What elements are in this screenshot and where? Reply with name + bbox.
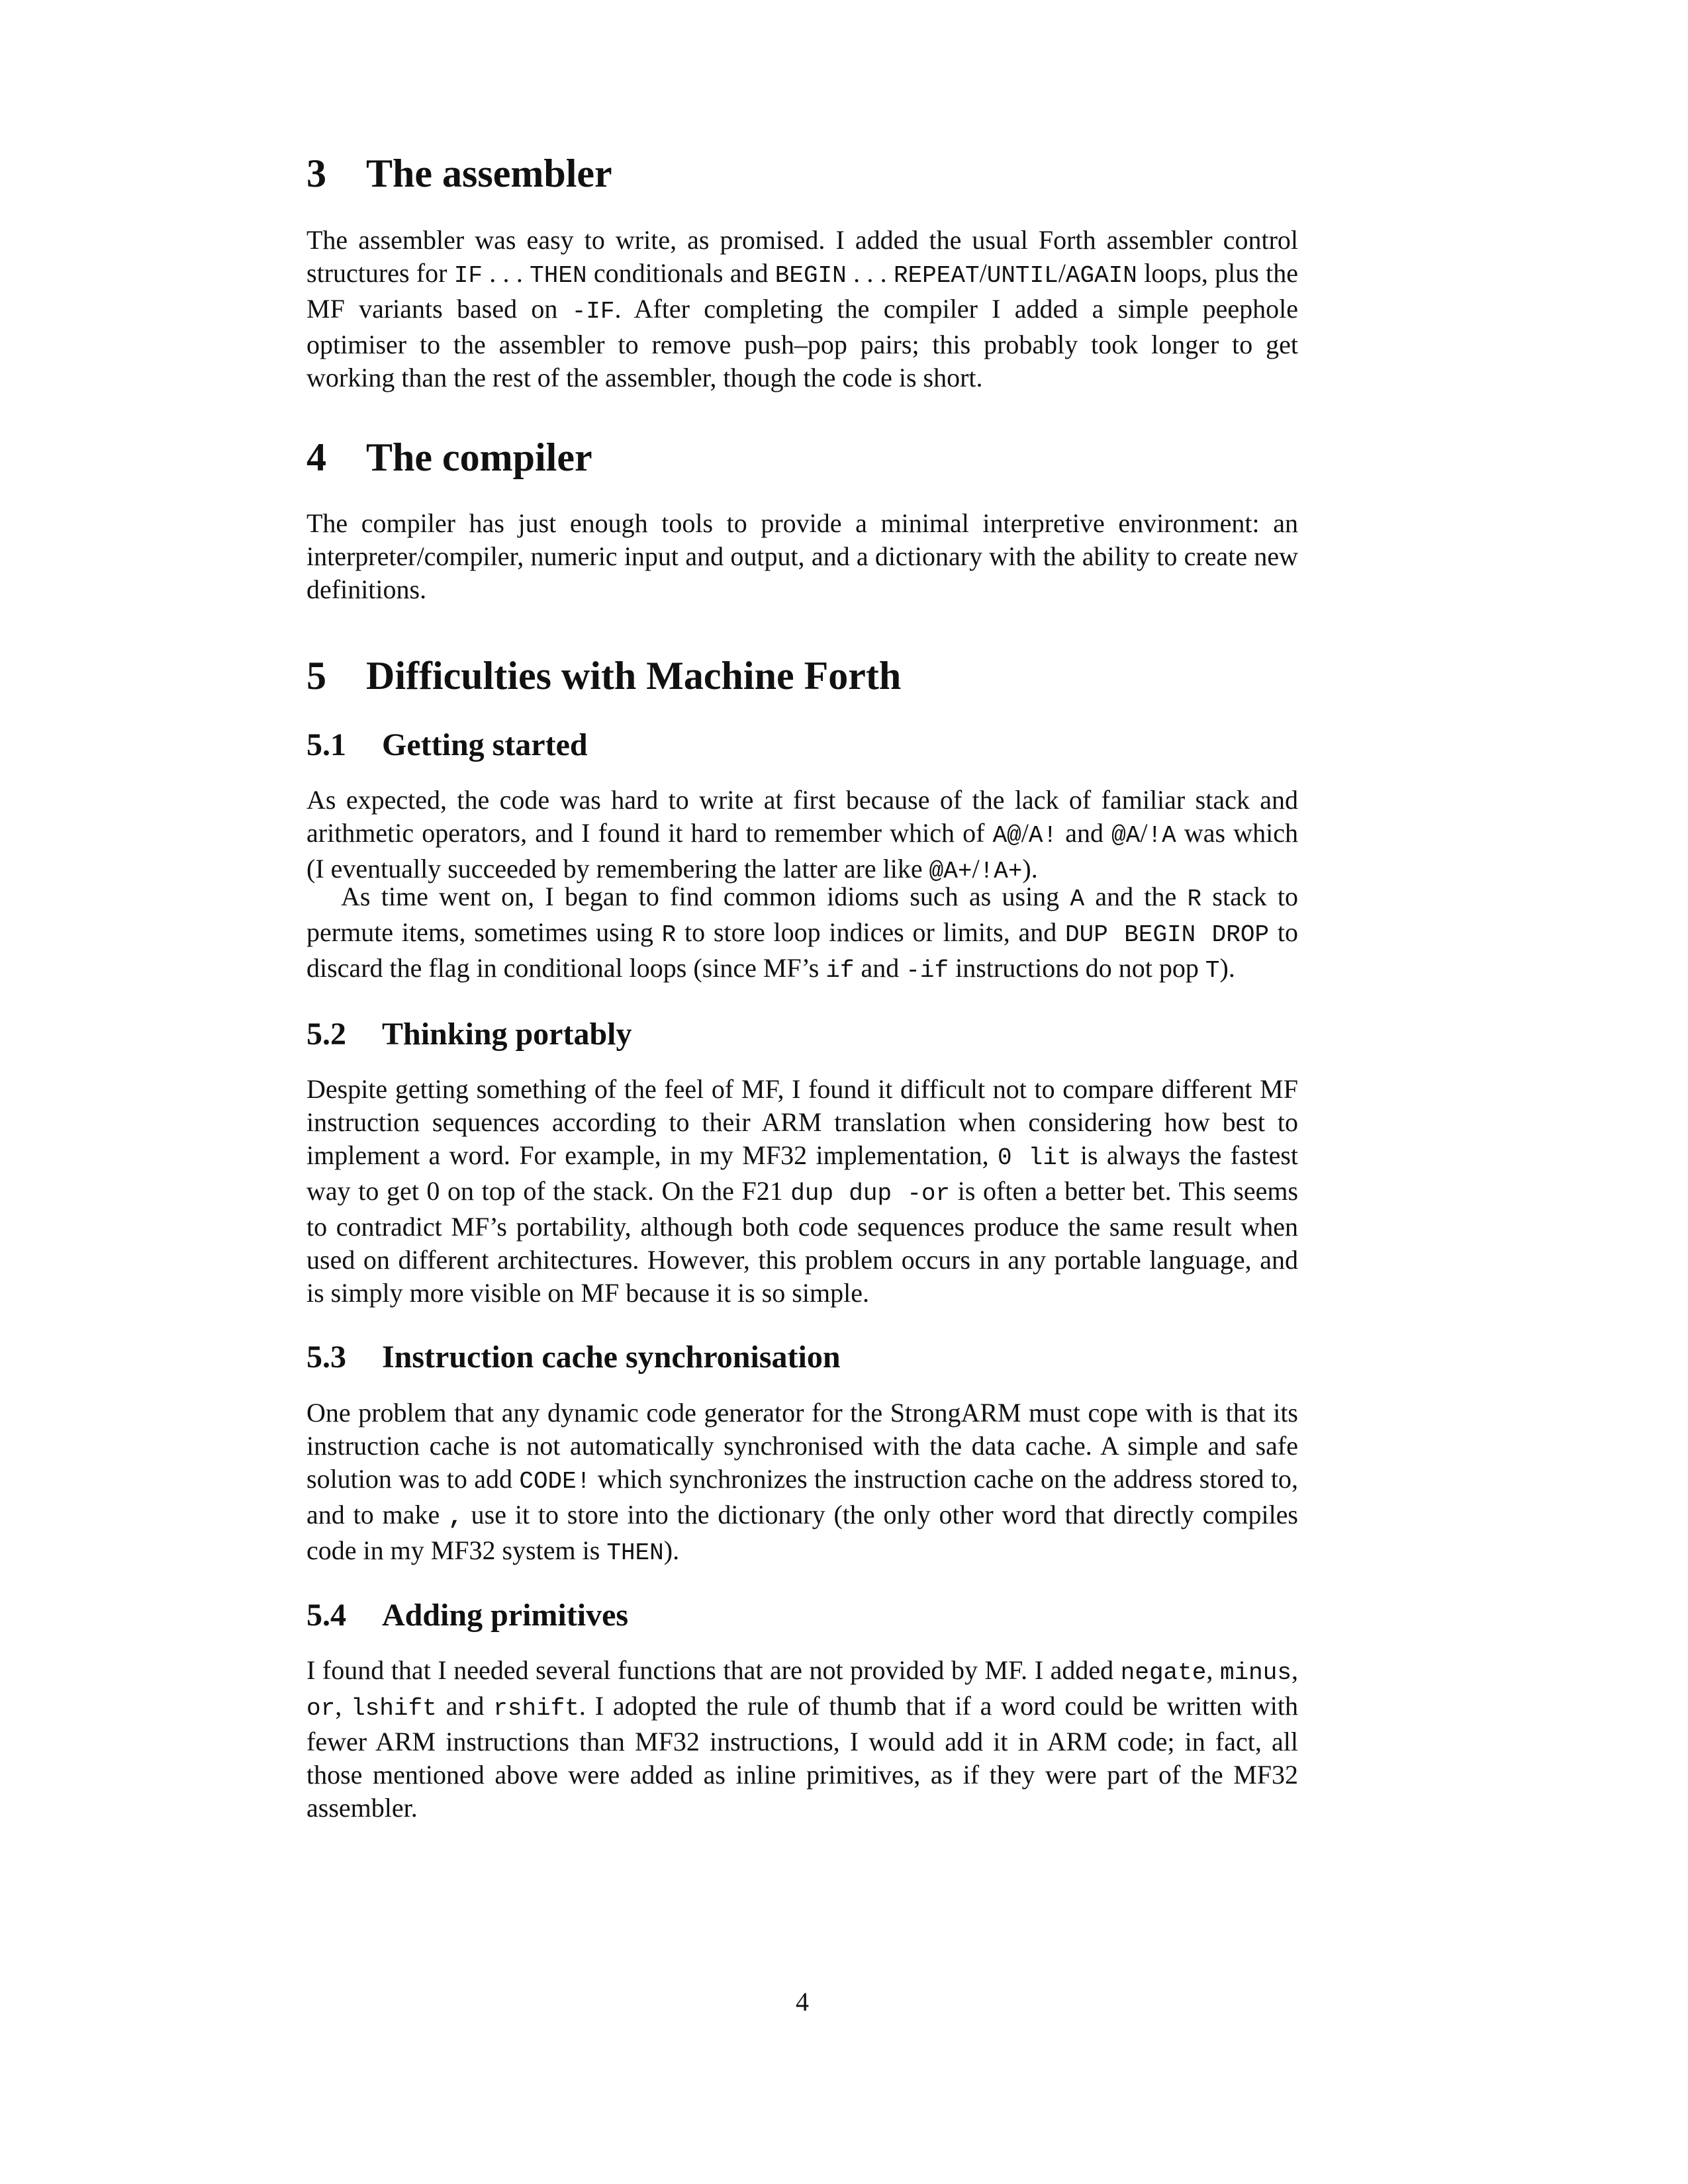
- section-5-title: Difficulties with Machine Forth: [366, 654, 902, 698]
- text-run: which synchronizes the instruction cache on the address stored to, and to make: [306, 1464, 1298, 1529]
- text-run: /: [1058, 258, 1066, 288]
- code-minus-if-lower: -if: [906, 957, 949, 984]
- code-minus: minus: [1219, 1659, 1291, 1686]
- text-run: /: [979, 258, 987, 288]
- code-begin: BEGIN: [774, 262, 847, 289]
- text-run: As expected, the code was hard to write at first because of the lack of familiar stack and arithmetic operators, and I found it hard to remember which of: [306, 785, 1298, 848]
- code-store-a: !A: [1147, 822, 1176, 849]
- text-run: stack to permute items, sometimes using: [306, 882, 1298, 947]
- subsection-5-4-paragraph: [306, 1654, 1298, 1825]
- text-run: The assembler was easy to write, as promised. I added the usual Forth assembler control structures for: [306, 225, 1298, 288]
- text-run: . I adopted the rule of thumb that if a word could be written with fewer ARM instructions than MF32 instructions, I would add it in ARM code; in fact, all those mentioned above were added as inline primitives, as if they were part of the MF32 assembler.: [306, 1691, 1298, 1823]
- text-run: ).: [1219, 953, 1235, 983]
- subsection-5-1-paragraph-1: [306, 784, 1298, 888]
- text-run: . After completing the compiler I added a simple peephole optimiser to the assembler to remove push–pop pairs; this probably took longer to get working than the rest of the assembler, though the code is short.: [306, 294, 1298, 392]
- text-run: to store loop indices or limits, and: [676, 917, 1066, 947]
- subsection-5-2-title: Thinking portably: [382, 1017, 632, 1052]
- section-4-title: The compiler: [366, 435, 592, 479]
- section-3-heading: [306, 150, 612, 197]
- section-5-heading: [306, 652, 901, 700]
- text-run: conditionals and: [586, 258, 775, 288]
- code-minus-if: -IF: [571, 298, 615, 325]
- subsection-5-3-number: 5.3: [306, 1340, 346, 1375]
- code-rshift: rshift: [493, 1695, 579, 1722]
- section-3-number: 3: [306, 152, 326, 195]
- code-a: A: [1070, 886, 1085, 913]
- section-4-number: 4: [306, 435, 326, 479]
- code-a-fetch: A@: [992, 822, 1021, 849]
- text-run: ).: [663, 1535, 680, 1565]
- subsection-5-3-heading: [306, 1338, 841, 1377]
- subsection-5-4-heading: [306, 1596, 628, 1635]
- code-repeat: REPEAT: [893, 262, 980, 289]
- text-run: /: [972, 854, 980, 884]
- subsection-5-2-number: 5.2: [306, 1017, 346, 1052]
- section-4-paragraph: The compiler has just enough tools to provide a minimal interpretive environment: an interpreter/compiler, numeric input and output, and a dictionary with the ability to create new definitions.: [306, 508, 1298, 604]
- code-dup-begin-drop: DUP BEGIN DROP: [1065, 921, 1270, 948]
- text-run: ,: [1291, 1655, 1298, 1685]
- subsection-5-2-heading: [306, 1015, 632, 1054]
- subsection-5-4-number: 5.4: [306, 1598, 346, 1633]
- text-run: is always the fastest way to get 0 on top of the stack. On the F21: [306, 1140, 1298, 1206]
- text-run: /: [1140, 818, 1148, 848]
- code-a-store: A!: [1028, 822, 1058, 849]
- text-run: . . .: [846, 258, 894, 288]
- text-run: /: [1021, 818, 1029, 848]
- code-if-lower: if: [825, 957, 855, 984]
- text-run: loops, plus the MF variants based on: [306, 258, 1299, 324]
- text-run: ,: [1206, 1655, 1220, 1685]
- subsection-5-1-number: 5.1: [306, 727, 346, 762]
- code-or: or: [306, 1695, 336, 1722]
- text-run: ).: [1022, 854, 1038, 884]
- subsection-5-1-paragraph-2: [306, 880, 1298, 987]
- code-negate: negate: [1120, 1659, 1207, 1686]
- paper-page: [306, 0, 1298, 2184]
- code-fetch-a-plus: @A+: [929, 858, 972, 885]
- code-again: AGAIN: [1065, 262, 1137, 289]
- text-run: and: [854, 953, 906, 983]
- text-run: is often a better bet. This seems to contradict MF’s portability, although both code sequences produce the same result when used on different architectures. However, this problem occurs in any portable language, and is simply more visible on MF because it is so simple.: [306, 1176, 1299, 1308]
- code-if: IF: [453, 262, 483, 289]
- text-run: and: [1057, 818, 1112, 848]
- text-run: and the: [1084, 882, 1188, 911]
- section-4-heading: [306, 433, 592, 481]
- section-5-number: 5: [306, 654, 326, 698]
- subsection-5-1-title: Getting started: [382, 727, 588, 762]
- text-run: . . .: [482, 258, 530, 288]
- subsection-5-3-title: Instruction cache synchronisation: [382, 1340, 841, 1375]
- text-run: was which (I eventually succeeded by remembering the latter are like: [306, 818, 1298, 884]
- text-run: and: [436, 1691, 494, 1721]
- subsection-5-4-title: Adding primitives: [382, 1598, 629, 1633]
- code-0-lit: 0 lit: [998, 1144, 1072, 1171]
- code-then: THEN: [530, 262, 587, 289]
- section-3-paragraph: [306, 224, 1298, 394]
- code-comma: ,: [448, 1504, 463, 1531]
- code-fetch-a: @A: [1111, 822, 1141, 849]
- text-run: As time went on, I began to find common idioms such as using: [341, 882, 1070, 911]
- code-dup-dup-or: dup dup -or: [790, 1180, 951, 1207]
- section-3-title: The assembler: [366, 152, 612, 195]
- text-run: to discard the flag in conditional loops (since MF’s: [306, 917, 1298, 983]
- text-run: One problem that any dynamic code generator for the StrongARM must cope with is that its instruction cache is not automatically synchronised with the data cache. A simple and safe solution was to add: [306, 1398, 1298, 1494]
- subsection-5-2-paragraph: [306, 1073, 1298, 1310]
- page-number: 4: [796, 1987, 809, 2017]
- subsection-5-3-paragraph: [306, 1396, 1298, 1570]
- code-then: THEN: [606, 1539, 664, 1567]
- code-r: R: [661, 921, 677, 948]
- code-code-store: CODE!: [519, 1468, 591, 1495]
- text-run: I found that I needed several functions that are not provided by MF. I added: [306, 1655, 1121, 1685]
- code-lshift: lshift: [351, 1695, 437, 1722]
- code-r: R: [1187, 886, 1202, 913]
- code-until: UNTIL: [986, 262, 1058, 289]
- text-run: instructions do not pop: [949, 953, 1205, 983]
- text-run: use it to store into the dictionary (the only other word that directly compiles code in my MF32 system is: [306, 1500, 1298, 1565]
- code-store-a-plus: !A+: [979, 858, 1023, 885]
- code-t: T: [1205, 957, 1220, 984]
- text-run: Despite getting something of the feel of MF, I found it difficult not to compare different MF instruction sequences according to their ARM translation when considering how best to implement a word. For example, in my MF32 implementation,: [306, 1074, 1298, 1170]
- text-run: ,: [335, 1691, 352, 1721]
- subsection-5-1-heading: [306, 726, 588, 764]
